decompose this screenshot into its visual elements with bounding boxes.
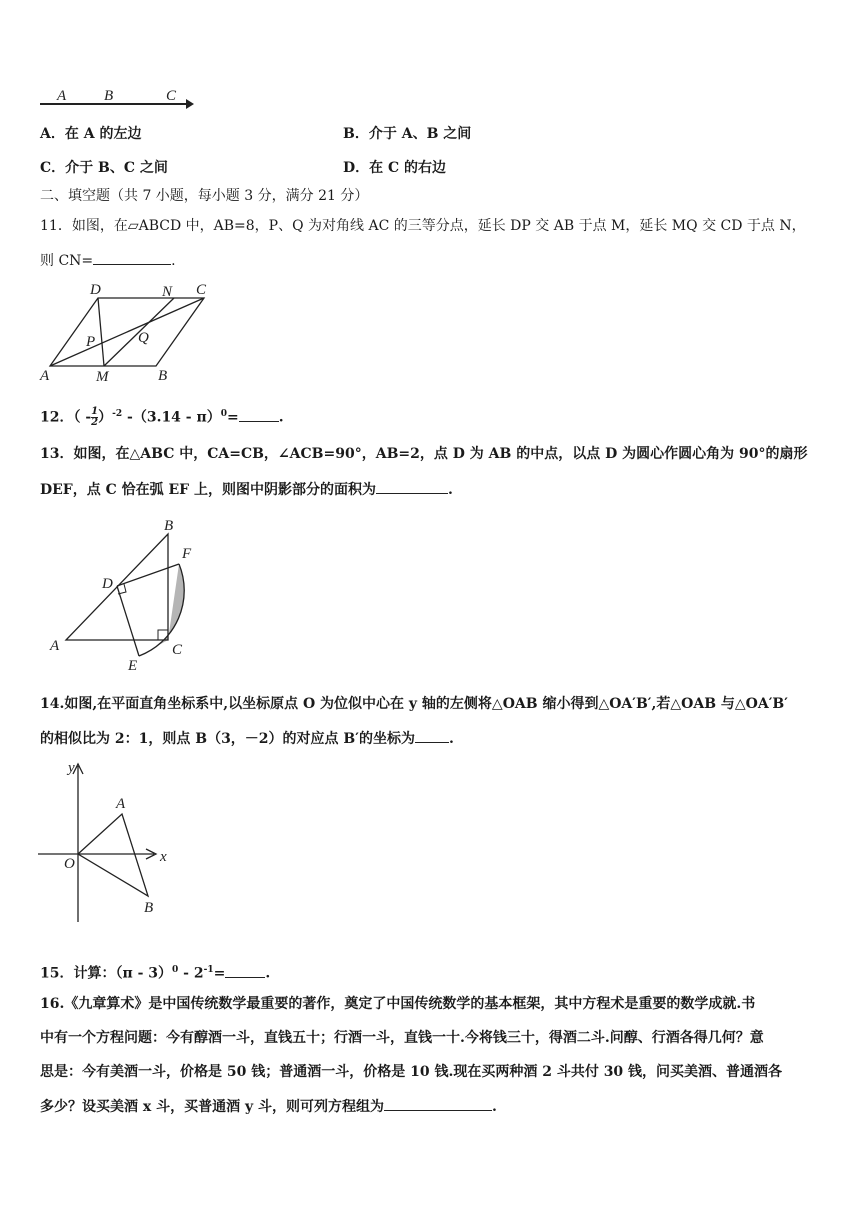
q11-text: 则 CN= <box>40 253 94 269</box>
label-a: A <box>40 368 50 384</box>
q12-exponent-2: 0 <box>220 409 227 419</box>
radius-de <box>117 586 139 656</box>
label-o: O <box>64 856 75 872</box>
q15-equals: = <box>213 965 226 982</box>
section-title: 二、填空题（共 7 小题，每小题 3 分，满分 21 分） <box>40 188 369 204</box>
q15-line <box>40 960 270 984</box>
answer-blank[interactable] <box>376 479 448 494</box>
label-f: F <box>182 546 192 562</box>
label-a: A <box>50 638 60 654</box>
label-a: A <box>116 796 126 812</box>
answer-blank[interactable] <box>225 963 265 978</box>
q11-parallelogram-figure <box>36 280 216 384</box>
answer-blank[interactable] <box>415 728 449 743</box>
answer-blank[interactable] <box>239 407 279 422</box>
q11-tail: . <box>171 253 176 269</box>
q15-exponent-1: 0 <box>172 965 179 975</box>
q12-middle: -（3.14 - π） <box>122 409 221 426</box>
q16-line4 <box>40 1096 497 1117</box>
q11-line2 <box>40 250 176 271</box>
label-d: D <box>102 576 113 592</box>
answer-blank[interactable] <box>93 250 171 265</box>
q15-tail: . <box>265 965 271 982</box>
label-a: A <box>57 88 67 104</box>
q14-line1: 14.如图,在平面直角坐标系中,以坐标原点 O 为位似中心在 y 轴的左侧将△OAB 缩小得到△OA′B′,若△OAB 与△OA′B′ <box>40 696 788 712</box>
q16-line1: 16.《九章算术》是中国传统数学最重要的著作，奠定了中国传统数学的基本框架，其中方程术是重要的数学成就.书 <box>40 996 756 1012</box>
label-m: M <box>96 369 109 384</box>
fraction-numerator: 1 <box>91 406 99 418</box>
q12-prefix: 12．（ - <box>40 409 92 426</box>
label-q: Q <box>138 330 149 346</box>
q14-coordinate-figure <box>36 758 186 924</box>
q15-prefix: 15．计算：（π - 3） <box>40 965 173 982</box>
q11-line1: 11．如图，在▱ABCD 中，AB=8，P、Q 为对角线 AC 的三等分点，延长 DP 交 AB 于点 M，延长 MQ 交 CD 于点 N， <box>40 218 806 234</box>
q15-middle: - 2 <box>178 965 204 982</box>
arrow-icon <box>186 99 194 109</box>
q13-line2 <box>40 479 453 500</box>
q12-equals: = <box>227 409 239 426</box>
label-y: y <box>68 760 75 776</box>
label-b: B <box>104 88 114 104</box>
label-b: B <box>164 518 174 534</box>
diagonal-ac <box>50 298 204 366</box>
q13-tail: . <box>448 482 453 498</box>
q16-line3: 思是：今有美酒一斗，价格是 50 钱；普通酒一斗，价格是 10 钱.现在买两种酒 2 斗共付 30 钱，问买美酒、普通酒各 <box>40 1064 783 1080</box>
q13-sector-figure <box>44 514 214 676</box>
choice-d[interactable]: D．在 C 的右边 <box>343 160 447 176</box>
label-b: B <box>158 368 168 384</box>
label-p: P <box>86 334 96 350</box>
q12-line <box>40 404 284 428</box>
q14-text: 的相似比为 2：1，则点 B（3，－2）的对应点 B′的坐标为 <box>40 731 415 747</box>
q16-text: 多少？设买美酒 x 斗，买普通酒 y 斗，则可列方程组为 <box>40 1099 384 1115</box>
q12-tail: . <box>278 409 284 426</box>
q13-text: DEF，点 C 恰在弧 EF 上，则图中阴影部分的面积为 <box>40 482 376 498</box>
choice-b[interactable]: B．介于 A、B 之间 <box>343 126 472 142</box>
line-dm <box>98 298 104 366</box>
label-c: C <box>172 642 183 658</box>
q14-tail: . <box>448 731 454 747</box>
label-c: C <box>196 282 207 298</box>
choice-c[interactable]: C．介于 B、C 之间 <box>40 160 168 176</box>
q12-paren: ） <box>98 409 113 426</box>
label-c: C <box>166 88 177 104</box>
q16-tail: . <box>491 1099 497 1115</box>
choice-a[interactable]: A．在 A 的左边 <box>40 126 142 142</box>
label-b: B <box>144 900 154 916</box>
q16-line2: 中有一个方程问题：今有醇酒一斗，直钱五十；行酒一斗，直钱一十.今将钱三十，得酒二斗.问醇、行酒各得几何？意 <box>40 1030 764 1046</box>
answer-blank[interactable] <box>384 1096 492 1111</box>
label-e: E <box>128 658 138 674</box>
label-d: D <box>90 282 101 298</box>
fraction-denominator: 2 <box>91 417 99 429</box>
q15-exponent-2: -1 <box>203 965 214 975</box>
triangle-oab <box>78 814 148 896</box>
label-x: x <box>160 849 167 865</box>
radius-df <box>117 564 179 586</box>
label-n: N <box>162 284 173 300</box>
q13-line1: 13．如图，在△ABC 中，CA=CB，∠ACB=90°，AB=2，点 D 为 AB 的中点，以点 D 为圆心作圆心角为 90°的扇形 <box>40 446 808 462</box>
q14-line2 <box>40 728 454 749</box>
q12-exponent-1: -2 <box>112 409 123 419</box>
number-line-figure <box>38 86 198 112</box>
